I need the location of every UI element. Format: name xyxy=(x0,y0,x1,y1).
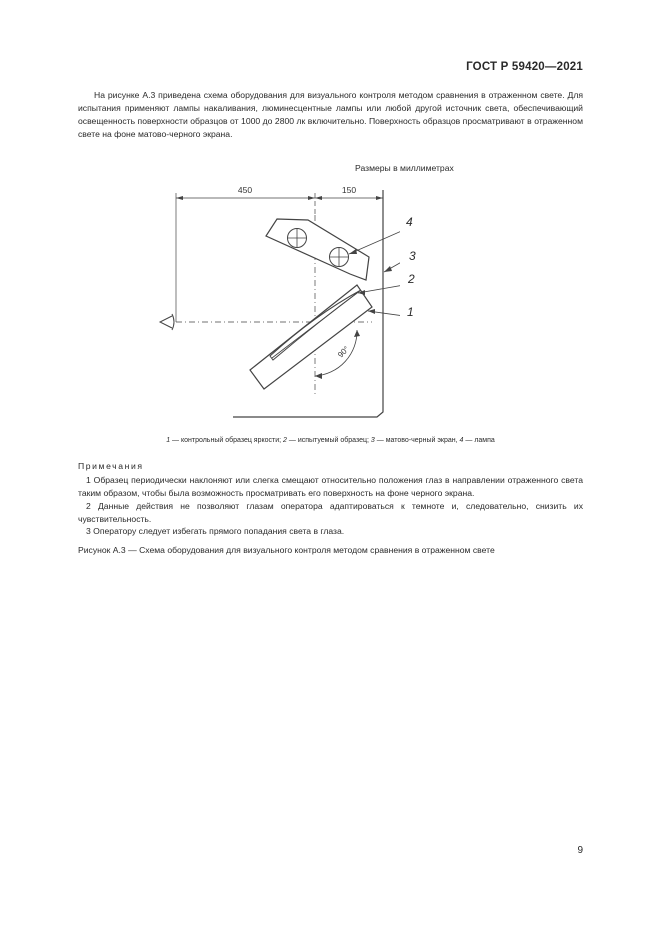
figure-legend: 1 — контрольный образец яркости; 2 — испытуемый образец; 3 — матово-черный экран, 4 — лампа xyxy=(166,437,495,444)
callout-2: 2 xyxy=(408,272,415,286)
note-2: 2 Данные действия не позволяют глазам оператора адаптироваться к темноте и, следовательно, снизить их чувствительность. xyxy=(78,501,583,524)
note-1: 1 Образец периодически наклоняют или слегка смещают относительно положения глаз в направлении отраженного света таким образом, чтобы была возможность просматривать его поверхность на фоне черного экрана. xyxy=(78,475,583,498)
callout-4: 4 xyxy=(406,215,413,229)
dimensions-note: Размеры в миллиметрах xyxy=(355,163,454,173)
callout-3: 3 xyxy=(409,249,416,263)
intro-paragraph: На рисунке А.3 приведена схема оборудования для визуального контроля методом сравнения в отраженном свете. Для испытания применяют лампы накаливания, люминесцентные лампы или любой другой источник света, обеспечивающий освещенность поверхности образцов от 1000 до 2800 лк включительно. Поверхность образцов просматривают в отраженном свете на фоне матово-черного экрана. xyxy=(78,90,583,139)
dim-label-150: 150 xyxy=(341,185,357,195)
eye-symbol xyxy=(160,316,172,328)
reference-sample-plate xyxy=(250,285,372,389)
figure-caption: Рисунок А.3 — Схема оборудования для визуального контроля методом сравнения в отраженном свете xyxy=(78,545,495,555)
lamp-housing xyxy=(266,219,369,280)
notes-title: Примечания xyxy=(78,461,144,471)
document-header: ГОСТ Р 59420—2021 xyxy=(466,61,583,73)
callout-1: 1 xyxy=(407,305,414,319)
equipment-diagram xyxy=(150,178,400,423)
dim-label-450: 450 xyxy=(237,185,253,195)
angle-label: 90° xyxy=(336,344,351,360)
note-3: 3 Оператору следует избегать прямого попадания света в глаза. xyxy=(86,526,345,536)
page-number: 9 xyxy=(577,845,583,856)
